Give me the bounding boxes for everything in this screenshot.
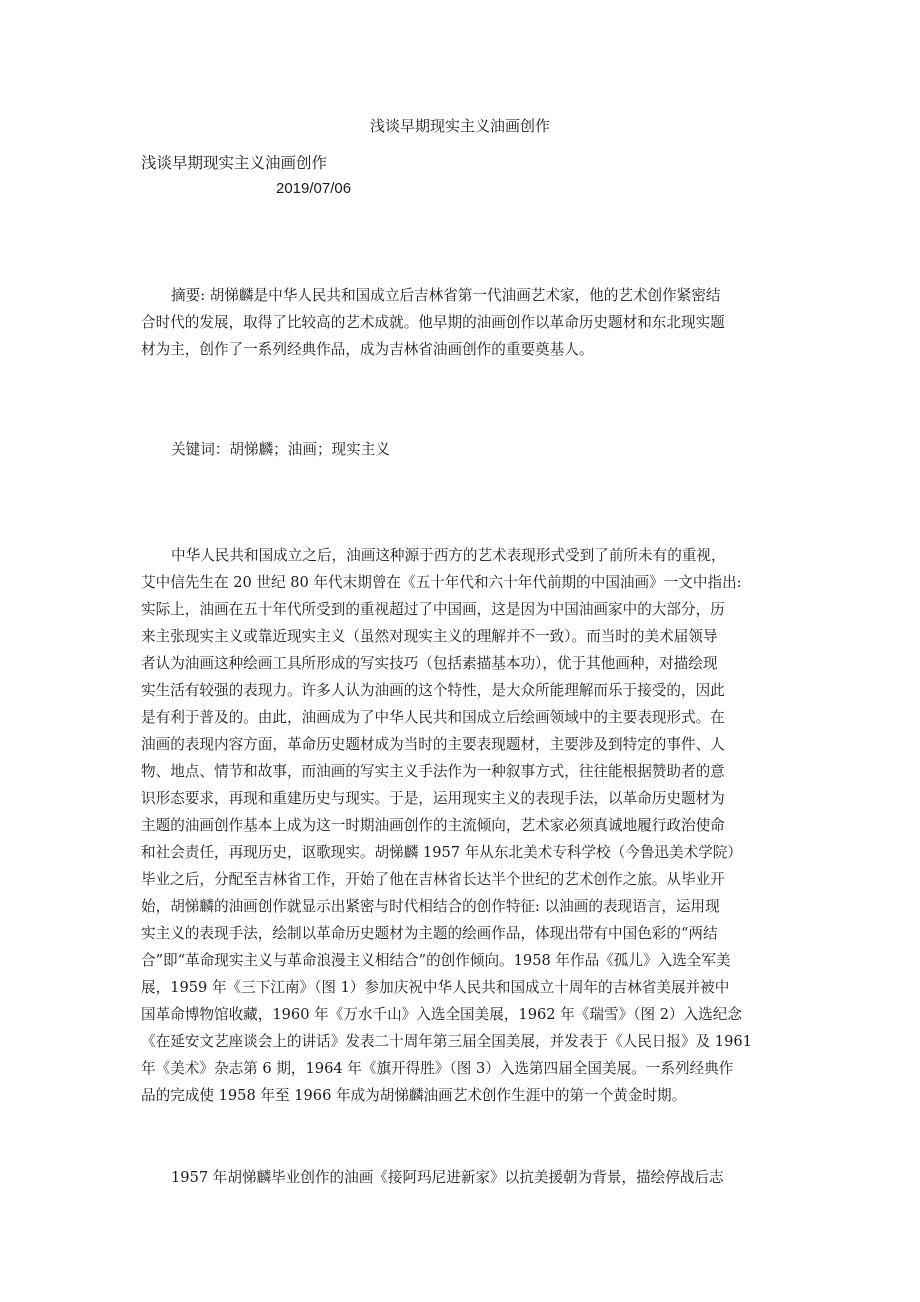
body-line: 毕业之后，分配至吉林省工作，开始了他在吉林省长达半个世纪的艺术创作之旅。从毕业开 [141,871,725,888]
abstract-paragraph [141,282,781,363]
body-line: 实际上，油画在五十年代所受到的重视超过了中国画，这是因为中国油画家中的大部分，历 [141,601,725,618]
body-line: 始，胡悌麟的油画创作就显示出紧密与时代相结合的创作特征: 以油画的表现语言，运用现 [141,898,720,915]
body-paragraph-1 [141,542,781,1109]
body-line: 艾中信先生在 20 世纪 80 年代末期曾在《五十年代和六十年代前期的中国油画》一文中指出: [141,574,742,591]
body-line: 和社会责任，再现历史，讴歌现实。胡悌麟 1957 年从东北美术专科学校（今鲁迅美术学院） [141,844,742,861]
body-line: 实主义的表现手法，绘制以革命历史题材为主题的绘画作品，体现出带有中国色彩的“两结 [141,925,718,942]
body-line: 来主张现实主义或靠近现实主义（虽然对现实主义的理解并不一致）。而当时的美术届领导 [141,628,718,645]
body-line: 识形态要求，再现和重建历史与现实。于是，运用现实主义的表现手法，以革命历史题材为 [141,790,725,807]
keywords-paragraph [141,436,781,463]
article-title: 浅谈早期现实主义油画创作 [141,154,328,172]
body-line: 年《美术》杂志第 6 期，1964 年《旗开得胜》（图 3）入选第四届全国美展。一系列经典作 [141,1060,734,1077]
body-line: 是有利于普及的。由此，油画成为了中华人民共和国成立后绘画领域中的主要表现形式。在 [141,709,725,726]
body-line: 品的完成使 1958 年至 1966 年成为胡悌麟油画艺术创作生涯中的第一个黄金时期。 [141,1087,687,1104]
abstract-line: 合时代的发展，取得了比较高的艺术成就。他早期的油画创作以革命历史题材和东北现实题 [141,314,725,331]
abstract-line: 摘要: 胡悌麟是中华人民共和国成立后吉林省第一代油画艺术家，他的艺术创作紧密结 [171,287,721,304]
body-line: 中华人民共和国成立之后，油画这种源于西方的艺术表现形式受到了前所未有的重视， [171,547,726,564]
body-line: 《在延安文艺座谈会上的讲话》发表二十周年第三届全国美展，并发表于《人民日报》及 1961 [141,1033,752,1050]
body-line: 油画的表现内容方面，革命历史题材成为当时的主要表现题材，主要涉及到特定的事件、人 [141,736,725,753]
body-line: 实生活有较强的表现力。许多人认为油画的这个特性，是大众所能理解而乐于接受的，因此 [141,682,725,699]
body-line: 物、地点、情节和故事，而油画的写实主义手法作为一种叙事方式，往往能根据赞助者的意 [141,763,725,780]
body-line: 展，1959 年《三下江南》（图 1）参加庆祝中华人民共和国成立十周年的吉林省美展并被中 [141,979,730,996]
body-line: 合”即“革命现实主义与革命浪漫主义相结合”的创作倾向。1958 年作品《孤儿》入选全军美 [141,952,731,969]
document-title: 浅谈早期现实主义油画创作 [369,117,550,135]
body-line: 国革命博物馆收藏，1960 年《万水千山》入选全国美展，1962 年《瑞雪》（图 2）入选纪念 [141,1006,742,1023]
publish-date: 2019/07/06 [276,180,352,197]
body-line: 主题的油画创作基本上成为这一时期油画创作的主流倾向，艺术家必须真诚地履行政治使命 [141,817,725,834]
abstract-line: 材为主，创作了一系列经典作品，成为吉林省油画创作的重要奠基人。 [141,341,594,358]
body-paragraph-2 [141,1164,781,1191]
body-line: 1957 年胡悌麟毕业创作的油画《接阿玛尼进新家》以抗美援朝为背景，描绘停战后志 [171,1169,724,1186]
keywords-line: 关键词：胡悌麟；油画；现实主义 [171,441,390,458]
body-line: 者认为油画这种绘画工具所形成的写实技巧（包括素描基本功），优于其他画种，对描绘现 [141,655,718,672]
